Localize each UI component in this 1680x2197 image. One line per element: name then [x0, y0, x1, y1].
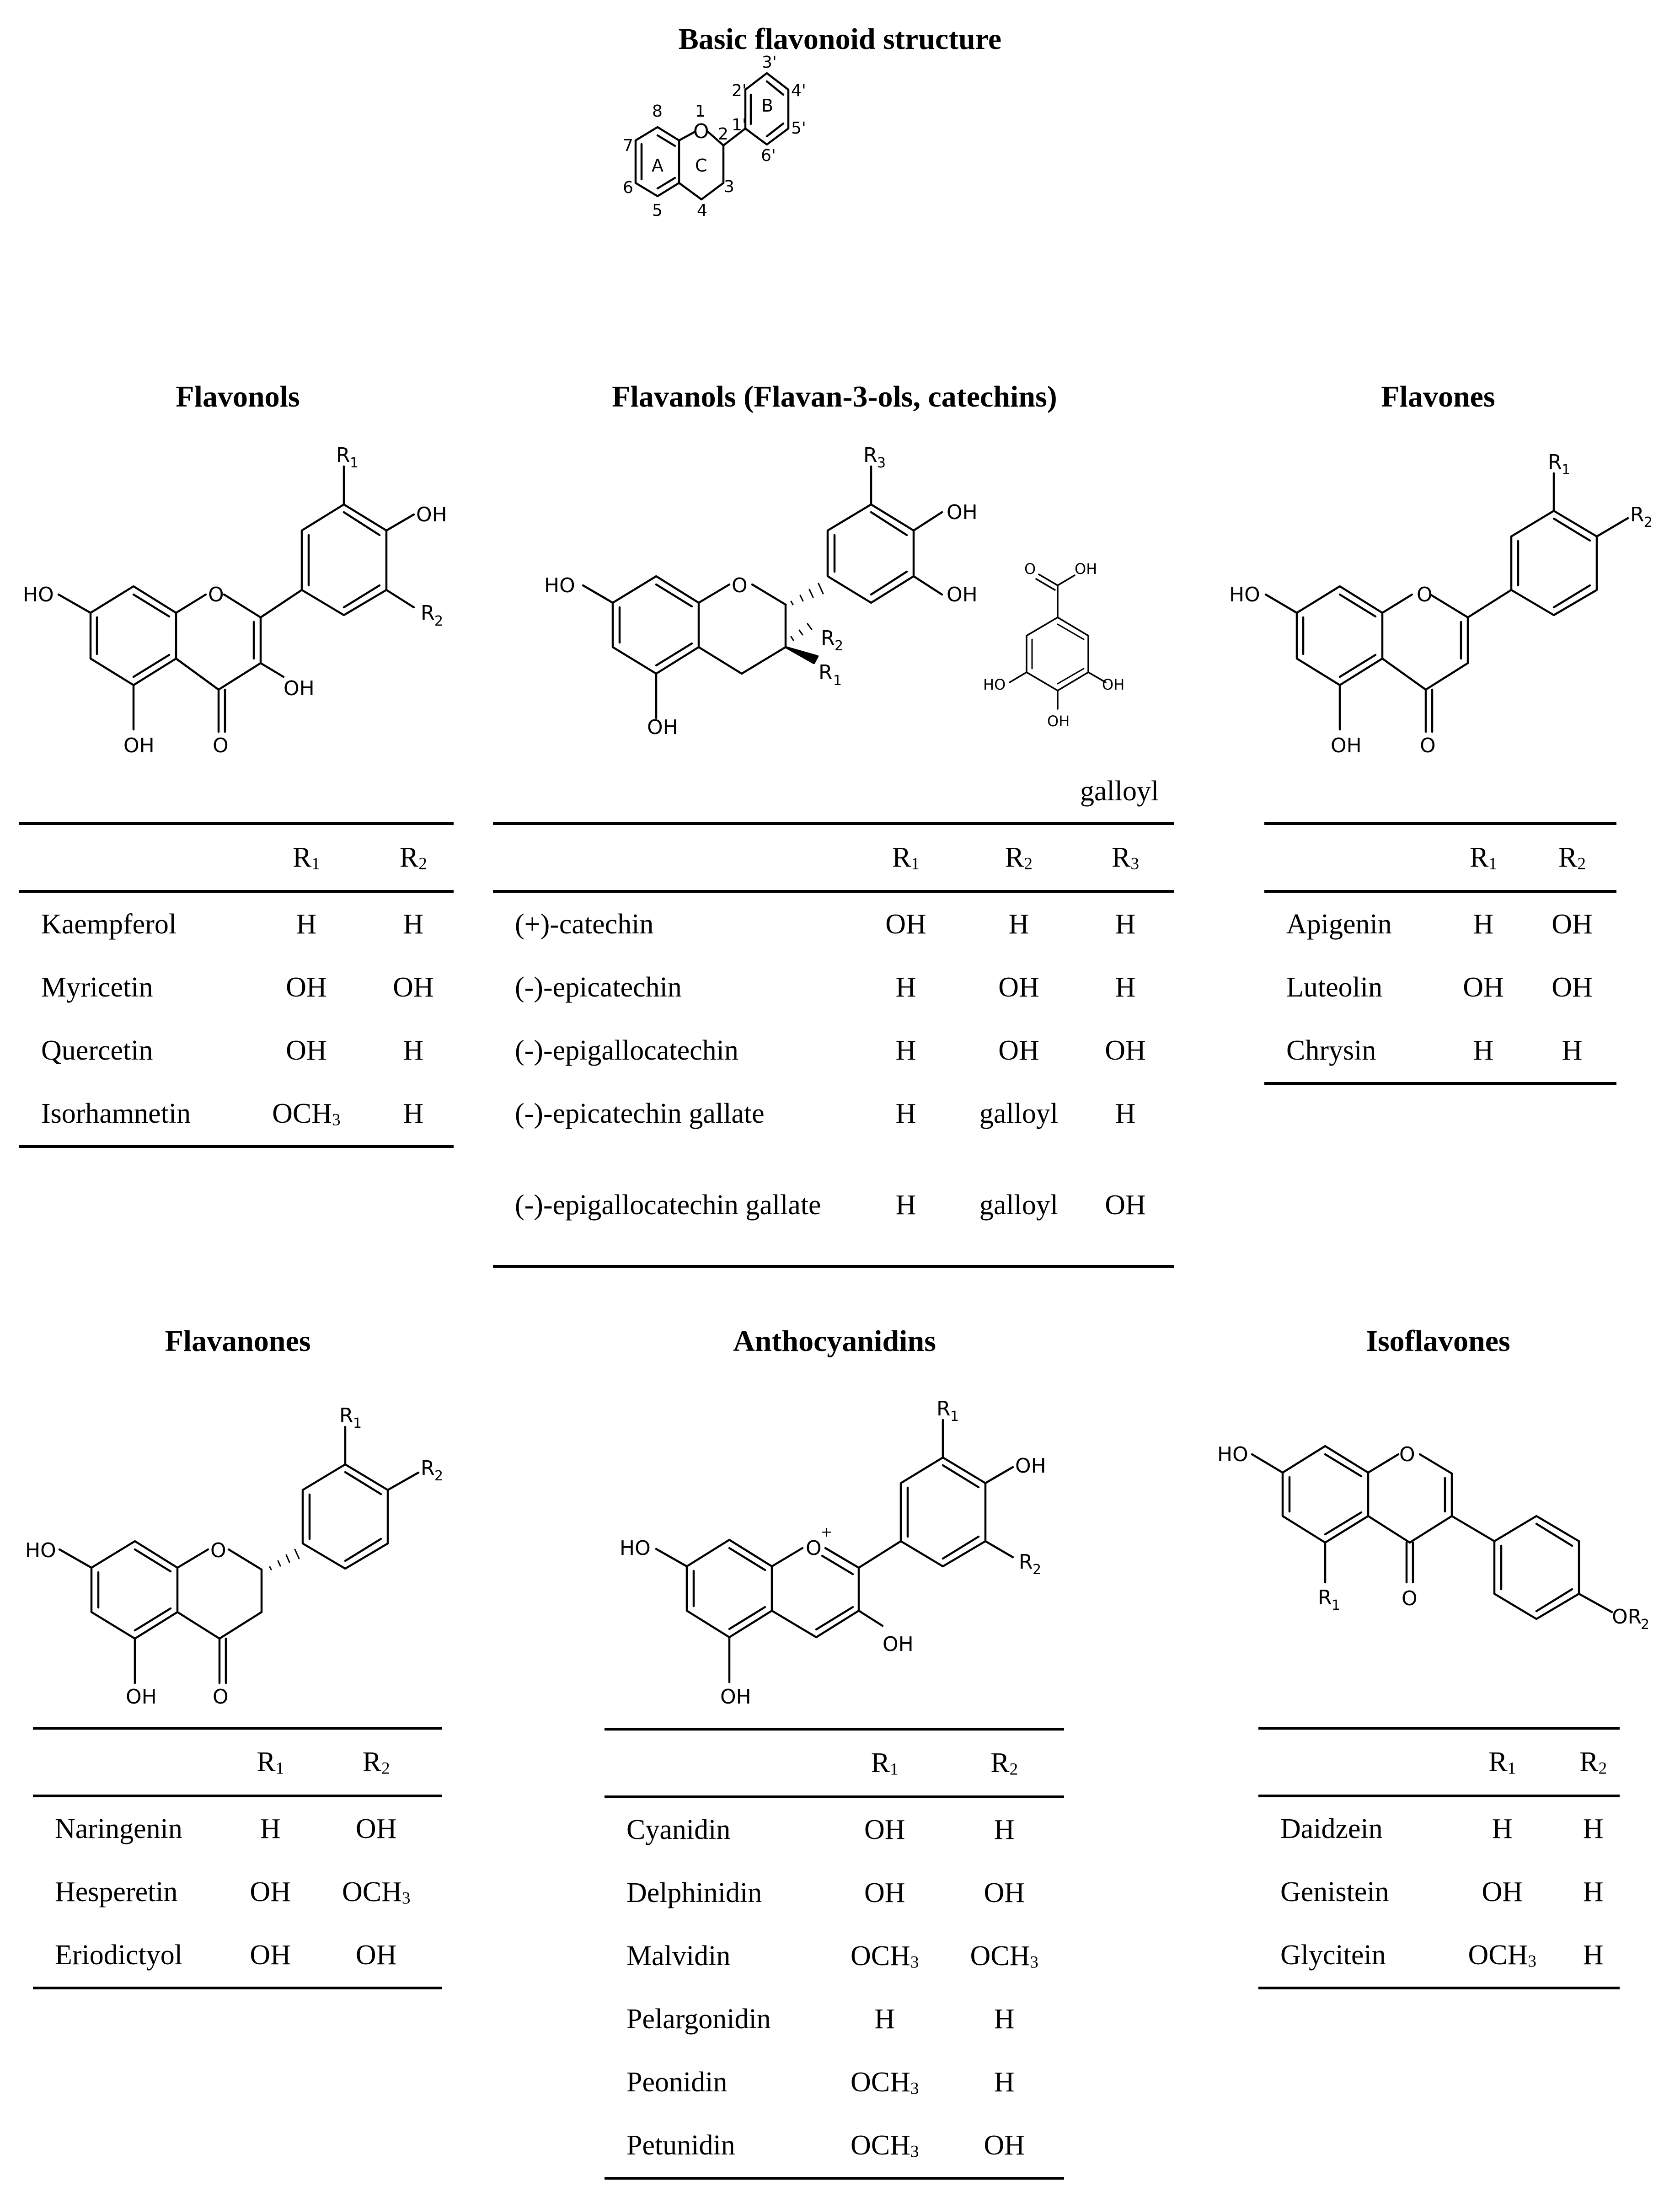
svg-text:1: 1: [833, 673, 842, 689]
svg-text:O: O: [210, 1539, 226, 1562]
svg-text:O: O: [1402, 1587, 1418, 1610]
svg-text:1: 1: [1332, 1597, 1341, 1613]
svg-text:R: R: [421, 1457, 435, 1480]
svg-text:B: B: [761, 96, 774, 116]
table-row: Naringenin H OH: [55, 1813, 397, 1844]
basic-flavonoid-structure: [594, 0, 1097, 348]
flavonols-title: Flavonols: [176, 380, 300, 413]
svg-text:2: 2: [1641, 1617, 1650, 1633]
flavanones-title: Flavanones: [165, 1324, 311, 1358]
svg-text:R: R: [1548, 450, 1562, 474]
svg-text:R: R: [1019, 1550, 1033, 1574]
table-row: (-)-epicatechin gallate H galloyl H: [515, 1098, 1136, 1129]
svg-text:7: 7: [623, 136, 633, 155]
flavonols-structure: [0, 439, 480, 759]
svg-text:O: O: [1399, 1443, 1415, 1466]
svg-text:1: 1: [950, 1409, 959, 1425]
flavones-table: $R_1$ $R_2$ Apigenin H OH Luteolin OH OH Chrysin H H: [1264, 822, 1616, 1085]
table-row: Chrysin H H: [1286, 1034, 1583, 1066]
svg-text:1: 1: [353, 1415, 362, 1431]
basic-structure-title: Basic flavonoid structure: [678, 22, 1002, 56]
svg-text:8: 8: [652, 102, 663, 121]
svg-text:R: R: [936, 1397, 951, 1420]
svg-text:O: O: [1420, 734, 1436, 757]
svg-text:HO: HO: [620, 1537, 651, 1560]
table-row: Malvidin $OCH_3$ $OCH_3$: [626, 1940, 1038, 1972]
table-row: Kaempferol H H: [41, 908, 424, 940]
flavanones-table: $R_1$ $R_2$ Naringenin H OH Hesperetin OH $OCH_3$ Eriodictyol OH OH: [33, 1727, 442, 1989]
table-row: Peonidin $OCH_3$ H: [626, 2066, 1015, 2098]
table-row: (-)-epigallocatechin H OH OH: [515, 1034, 1146, 1066]
flavanones-structure: [0, 1386, 480, 1709]
svg-text:OH: OH: [647, 716, 678, 739]
svg-text:2: 2: [434, 1468, 444, 1484]
table-row: Myricetin OH OH: [41, 971, 434, 1003]
isoflavones-structure: [1198, 1386, 1680, 1706]
table-row: Apigenin H OH: [1286, 908, 1593, 940]
svg-text:4': 4': [791, 81, 806, 100]
table-row: (+)-catechin OH H H: [515, 908, 1136, 940]
svg-text:2: 2: [718, 125, 728, 144]
svg-text:2: 2: [835, 638, 844, 654]
table-row: Petunidin $OCH_3$ OH: [626, 2129, 1025, 2161]
svg-text:3: 3: [724, 177, 734, 196]
svg-text:HO: HO: [1229, 583, 1260, 606]
galloyl-label: galloyl: [1080, 776, 1159, 807]
isoflavones-table: $R_1$ $R_2$ Daidzein H H Genistein OH H Glycitein $OCH_3$ H: [1258, 1727, 1620, 1989]
svg-text:OH: OH: [126, 1685, 157, 1709]
svg-text:1: 1: [350, 455, 359, 471]
svg-text:C: C: [695, 155, 707, 176]
galloyl-structure: [983, 560, 1124, 730]
svg-text:R: R: [821, 627, 835, 650]
svg-text:OH: OH: [1075, 560, 1097, 578]
svg-text:R: R: [863, 444, 877, 467]
svg-text:R: R: [819, 661, 833, 684]
table-row: Cyanidin OH H: [626, 1814, 1015, 1845]
svg-text:OH: OH: [883, 1633, 914, 1656]
table-row: Eriodictyol OH OH: [55, 1939, 397, 1971]
svg-text:O: O: [213, 734, 229, 757]
flavanols-structure: [480, 439, 1189, 759]
svg-text:OH: OH: [416, 503, 447, 526]
flavones-structure: [1207, 439, 1680, 759]
svg-text:O: O: [1417, 583, 1433, 606]
table-row: Genistein OH H: [1280, 1876, 1604, 1908]
svg-text:OH: OH: [123, 734, 155, 757]
table-row: Daidzein H H: [1280, 1813, 1604, 1844]
svg-text:5': 5': [791, 119, 806, 138]
anthocyanidins-table: $R_1$ $R_2$ Cyanidin OH H Delphinidin OH OH Malvidin $OCH_3$ $OCH_3$ Pelargonidin H H Peonidin $OCH_3$ H Petunidin $OCH_3$ OH: [605, 1728, 1064, 2180]
svg-text:1: 1: [1562, 462, 1571, 478]
svg-text:HO: HO: [23, 583, 54, 606]
svg-text:3': 3': [762, 53, 777, 72]
anthocyanidins-title: Anthocyanidins: [733, 1324, 936, 1358]
svg-text:1: 1: [695, 102, 706, 121]
svg-text:O: O: [213, 1685, 229, 1709]
svg-text:+: +: [821, 1524, 833, 1540]
svg-text:HO: HO: [25, 1539, 56, 1562]
svg-text:2: 2: [434, 613, 444, 629]
svg-text:R: R: [421, 601, 435, 625]
svg-text:O: O: [806, 1537, 822, 1560]
atom-O: O: [693, 120, 709, 143]
svg-text:2': 2': [732, 81, 747, 100]
svg-text:2: 2: [1033, 1562, 1042, 1578]
table-row: Delphinidin OH OH: [626, 1877, 1025, 1908]
svg-text:OH: OH: [1102, 676, 1125, 693]
svg-text:O: O: [732, 574, 748, 597]
table-row: (-)-epigallocatechin gallate H galloyl OH: [515, 1189, 1146, 1221]
flavonols-table: $R_1$ $R_2$ Kaempferol H H Myricetin OH OH Quercetin OH H Isorhamnetin $OCH_3$ H: [19, 822, 454, 1148]
svg-text:OH: OH: [284, 677, 315, 700]
flavanols-table: $R_1$ $R_2$ $R_3$ (+)-catechin OH H H (-)-epicatechin H OH H (-)-epigallocatechin H OH OH (-)-epicatechin gallate H galloyl H (-)-epigallocatechin gallate H galloyl OH: [493, 822, 1174, 1268]
flavones-title: Flavones: [1381, 380, 1495, 413]
svg-text:OH: OH: [947, 583, 978, 606]
svg-text:6: 6: [623, 178, 633, 197]
anthocyanidins-structure: [585, 1386, 1088, 1709]
svg-text:R: R: [339, 1404, 353, 1427]
svg-text:4: 4: [697, 201, 707, 220]
svg-text:OR: OR: [1612, 1605, 1642, 1629]
svg-text:HO: HO: [983, 676, 1006, 693]
flavanols-title: Flavanols (Flavan-3-ols, catechins): [612, 380, 1057, 413]
svg-text:R: R: [1630, 503, 1644, 526]
svg-text:R: R: [336, 444, 350, 467]
svg-text:1': 1': [732, 116, 747, 134]
svg-text:HO: HO: [544, 574, 575, 597]
svg-text:OH: OH: [947, 501, 978, 524]
table-row: Pelargonidin H H: [626, 2003, 1015, 2035]
table-row: (-)-epicatechin H OH H: [515, 971, 1136, 1003]
table-row: Isorhamnetin $OCH_3$ H: [41, 1098, 424, 1130]
svg-text:O: O: [208, 583, 224, 606]
svg-text:A: A: [652, 155, 663, 176]
table-row: Quercetin OH H: [41, 1034, 424, 1066]
table-row: Hesperetin OH $OCH_3$: [55, 1876, 411, 1908]
svg-text:OH: OH: [1331, 734, 1362, 757]
svg-text:OH: OH: [1047, 713, 1070, 730]
svg-text:5: 5: [652, 201, 663, 220]
svg-text:OH: OH: [1015, 1454, 1046, 1478]
svg-text:2: 2: [1644, 514, 1653, 530]
svg-text:3: 3: [877, 455, 886, 471]
svg-text:R: R: [1318, 1586, 1332, 1609]
svg-text:6': 6': [761, 146, 776, 165]
svg-text:HO: HO: [1217, 1443, 1248, 1466]
svg-text:OH: OH: [720, 1685, 751, 1709]
table-row: Glycitein $OCH_3$ H: [1280, 1939, 1604, 1971]
isoflavones-title: Isoflavones: [1366, 1324, 1510, 1358]
table-row: Luteolin OH OH: [1286, 971, 1593, 1003]
svg-text:O: O: [1024, 560, 1036, 578]
